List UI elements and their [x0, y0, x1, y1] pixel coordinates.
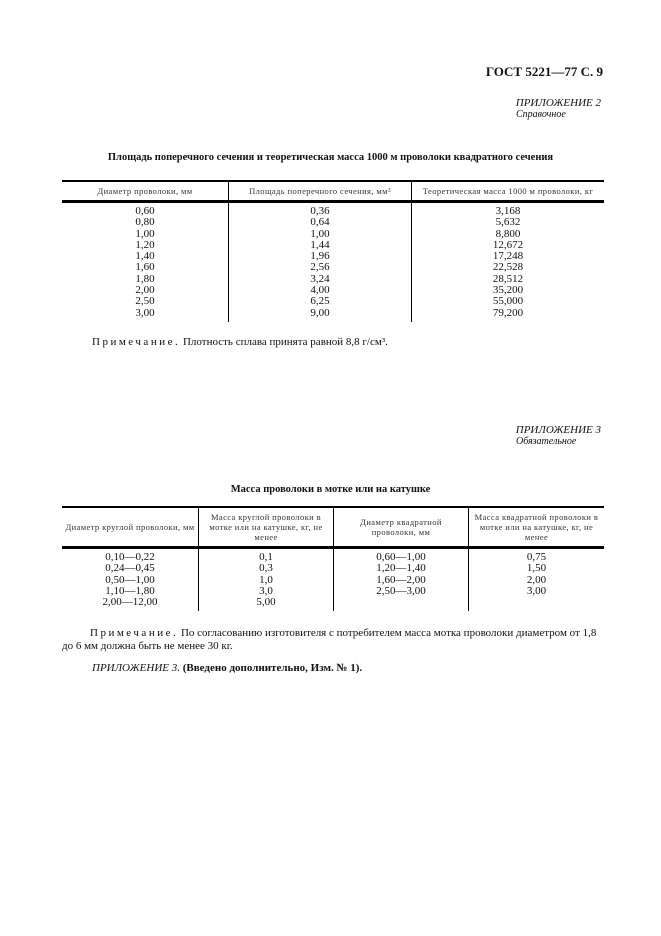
amendment-ref: ПРИЛОЖЕНИЕ 3.	[92, 662, 180, 674]
table-cell: 1,0	[199, 575, 334, 586]
amendment-text: (Введено дополнительно, Изм. № 1).	[182, 662, 363, 674]
table-cell: 2,00	[135, 284, 155, 297]
note-text: По согласованию изготовителя с потребителем масса мотка проволоки диаметром от 1,8 до 6 мм должна быть не менее 30 кг.	[62, 627, 597, 652]
table-cell: 55,000	[412, 296, 605, 307]
table-cross-section	[62, 180, 604, 322]
table-cell: 1,50	[469, 563, 605, 574]
table-cell: 0,80	[135, 216, 155, 229]
table-cell: 0,60—1,00	[334, 548, 469, 564]
table-cell: 3,00	[135, 306, 155, 319]
column-header: Диаметр круглой проволоки, мм	[62, 507, 199, 548]
appendix-2-label: ПРИЛОЖЕНИЕ 2	[515, 97, 601, 109]
table-row	[62, 308, 604, 322]
appendix-3-type: Обязательное	[516, 436, 577, 447]
appendix-3-label: ПРИЛОЖЕНИЕ 3	[515, 424, 601, 436]
table-cell: 2,00	[469, 575, 605, 586]
note-text: Плотность сплава принята равной 8,8 г/см³.	[182, 336, 388, 348]
table-cell: 0,64	[229, 217, 412, 228]
column-header: Масса квадратной проволоки в мотке или на катушке, кг, не менее	[469, 507, 605, 548]
table-2-note	[62, 627, 604, 653]
table-cell: 0,60	[135, 205, 155, 217]
table-row	[62, 296, 604, 307]
appendix-2-type: Справочное	[516, 109, 566, 120]
column-header: Диаметр проволоки, мм	[62, 181, 229, 202]
table-cell: 8,800	[412, 229, 605, 240]
table-cell: 4,00	[229, 285, 412, 296]
table-cell	[469, 597, 605, 611]
table-row	[62, 548, 604, 564]
table-cell: 5,00	[199, 597, 334, 611]
table-cell: 22,528	[412, 262, 605, 273]
table-cell: 6,25	[229, 296, 412, 307]
table-cell: 79,200	[412, 308, 605, 322]
table-cell: 1,44	[229, 240, 412, 251]
table-cell: 0,75	[469, 548, 605, 564]
table-cell: 1,00	[135, 227, 155, 240]
table-cell: 5,632	[412, 217, 605, 228]
table-cell: 9,00	[229, 308, 412, 322]
note-label: Примечание.	[90, 627, 179, 639]
table-cell: 1,20	[135, 238, 155, 251]
amendment-note	[92, 662, 362, 675]
table-cell: 17,248	[412, 251, 605, 262]
table-cell	[334, 597, 469, 611]
column-header: Масса круглой проволоки в мотке или на катушке, кг, не менее	[199, 507, 334, 548]
table-row	[62, 217, 604, 228]
column-header: Диаметр квадратной проволоки, мм	[334, 507, 469, 548]
table-cell: 3,0	[199, 586, 334, 597]
table-cell: 1,20—1,40	[334, 563, 469, 574]
note-label: Примечание.	[92, 336, 181, 348]
table-cell: 2,56	[229, 262, 412, 273]
page-header: ГОСТ 5221—77 С. 9	[485, 64, 603, 79]
table-cell: 3,24	[229, 274, 412, 285]
table-cell: 0,50—1,00	[105, 573, 155, 586]
table-2-title: Масса проволоки в мотке или на катушке	[230, 484, 431, 495]
column-header: Теоретическая масса 1000 м проволоки, кг	[412, 181, 605, 202]
table-cell: 12,672	[412, 240, 605, 251]
table-cell: 2,50—3,00	[334, 586, 469, 597]
table-cell: 35,200	[412, 285, 605, 296]
table-row	[62, 563, 604, 574]
table-cell: 1,80	[135, 272, 155, 285]
table-cell: 0,24—0,45	[105, 562, 155, 575]
table-cell: 1,96	[229, 251, 412, 262]
table-cell: 0,3	[199, 563, 334, 574]
table-cell: 1,00	[229, 229, 412, 240]
table-cell: 3,168	[412, 202, 605, 218]
table-cell: 28,512	[412, 274, 605, 285]
table-row	[62, 597, 604, 611]
table-cell: 0,36	[229, 202, 412, 218]
table-cell: 1,60	[135, 261, 155, 274]
table-cell: 0,10—0,22	[105, 551, 155, 563]
table-cell: 1,10—1,80	[105, 584, 155, 597]
table-row	[62, 202, 604, 218]
table-cell: 3,00	[469, 586, 605, 597]
table-coil-mass	[62, 506, 604, 611]
column-header: Площадь поперечного сечения, мм²	[229, 181, 412, 202]
table-1-note	[92, 336, 388, 349]
table-cell: 2,50	[135, 295, 155, 308]
table-cell: 0,1	[199, 548, 334, 564]
table-cell: 1,60—2,00	[334, 575, 469, 586]
table-1-title: Площадь поперечного сечения и теоретическая масса 1000 м проволоки квадратного сечения	[107, 152, 554, 163]
table-cell: 2,00—12,00	[102, 596, 158, 609]
table-cell: 1,40	[135, 250, 155, 263]
